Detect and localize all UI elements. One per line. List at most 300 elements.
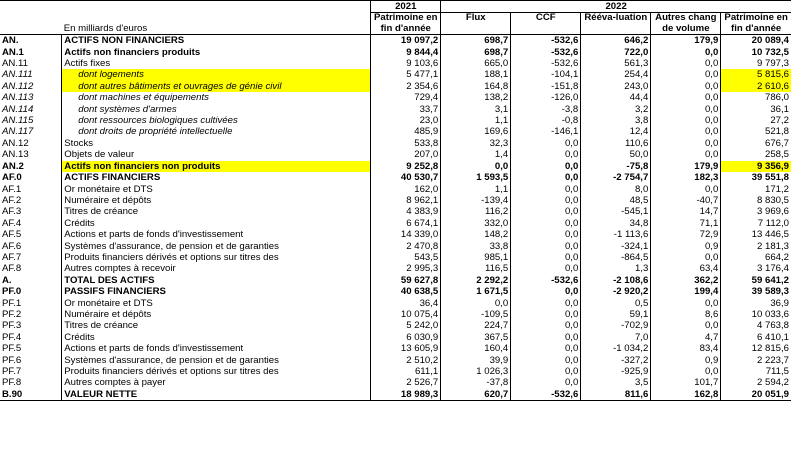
- cell-ccf: 0,0: [511, 263, 581, 274]
- cell-patrimoine-2021: 2 354,6: [371, 81, 441, 92]
- cell-patrimoine-2021: 23,0: [371, 115, 441, 126]
- cell-autres-changements: 83,4: [651, 343, 721, 354]
- table-row: [0, 309, 791, 320]
- cell-autres-changements: 0,0: [651, 149, 721, 160]
- cell-flux: 1,1: [441, 184, 511, 195]
- cell-flux: 1,1: [441, 115, 511, 126]
- table-body: [0, 35, 791, 401]
- col-header-flux: Flux: [441, 13, 511, 35]
- cell-autres-changements: 0,0: [651, 184, 721, 195]
- cell-autres-changements: 0,0: [651, 298, 721, 309]
- cell-reevaluation: -324,1: [581, 241, 651, 252]
- cell-patrimoine-2021: 13 605,9: [371, 343, 441, 354]
- row-code: AF.2: [2, 194, 22, 206]
- cell-patrimoine-2022: 3 176,4: [721, 263, 791, 274]
- row-label: Crédits: [62, 218, 371, 229]
- table-row: [0, 138, 791, 149]
- cell-patrimoine-2022: 36,1: [721, 104, 791, 115]
- cell-autres-changements: 179,9: [651, 161, 721, 172]
- cell-autres-changements: 199,4: [651, 286, 721, 297]
- cell-patrimoine-2021: 485,9: [371, 126, 441, 137]
- cell-ccf: 0,0: [511, 343, 581, 354]
- row-code: PF.2: [2, 308, 22, 320]
- cell-flux: 39,9: [441, 355, 511, 366]
- cell-patrimoine-2022: 9 356,9: [721, 161, 791, 172]
- cell-patrimoine-2021: 162,0: [371, 184, 441, 195]
- cell-reevaluation: 3,5: [581, 377, 651, 388]
- table-row: [0, 377, 791, 388]
- cell-reevaluation: 646,2: [581, 35, 651, 47]
- cell-patrimoine-2022: 36,9: [721, 298, 791, 309]
- row-code: AN.: [2, 35, 19, 47]
- cell-patrimoine-2022: 20 051,9: [721, 389, 791, 401]
- row-label: VALEUR NETTE: [62, 389, 371, 401]
- cell-flux: 116,5: [441, 263, 511, 274]
- table-row: [0, 58, 791, 69]
- cell-reevaluation: -75,8: [581, 161, 651, 172]
- cell-reevaluation: -925,9: [581, 366, 651, 377]
- row-label: Actifs non financiers non produits: [62, 161, 371, 172]
- cell-ccf: 0,0: [511, 218, 581, 229]
- row-label: ACTIFS FINANCIERS: [62, 172, 371, 183]
- row-code: AF.1: [2, 183, 22, 195]
- cell-reevaluation: -545,1: [581, 206, 651, 217]
- row-code: AF.7: [2, 251, 22, 263]
- cell-patrimoine-2021: 5 242,0: [371, 320, 441, 331]
- cell-reevaluation: -1 034,2: [581, 343, 651, 354]
- cell-ccf: -532,6: [511, 47, 581, 58]
- cell-autres-changements: 0,0: [651, 92, 721, 103]
- cell-ccf: 0,0: [511, 298, 581, 309]
- table-row: [0, 218, 791, 229]
- cell-autres-changements: 71,1: [651, 218, 721, 229]
- table-row: [0, 263, 791, 274]
- cell-ccf: -126,0: [511, 92, 581, 103]
- table-row: [0, 92, 791, 103]
- row-code: PF.6: [2, 354, 22, 366]
- row-code: AN.2: [2, 160, 24, 172]
- cell-reevaluation: 243,0: [581, 81, 651, 92]
- cell-patrimoine-2022: 8 830,5: [721, 195, 791, 206]
- cell-autres-changements: 0,0: [651, 81, 721, 92]
- row-label: Autres comptes à recevoir: [62, 263, 371, 274]
- table-row: [0, 172, 791, 183]
- cell-autres-changements: 0,9: [651, 241, 721, 252]
- cell-flux: 367,5: [441, 332, 511, 343]
- row-label: dont systèmes d'armes: [62, 104, 371, 115]
- cell-flux: 148,2: [441, 229, 511, 240]
- row-label: Crédits: [62, 332, 371, 343]
- cell-patrimoine-2021: 533,8: [371, 138, 441, 149]
- cell-patrimoine-2022: 171,2: [721, 184, 791, 195]
- cell-ccf: 0,0: [511, 366, 581, 377]
- row-label: Stocks: [62, 138, 371, 149]
- col-header-ccf: CCF: [511, 13, 581, 35]
- row-code: AF.6: [2, 240, 22, 252]
- cell-flux: 332,0: [441, 218, 511, 229]
- table-row: [0, 229, 791, 240]
- row-code: AN.11: [2, 58, 28, 70]
- unit-label: En milliards d'euros: [62, 13, 371, 35]
- table-row: [0, 298, 791, 309]
- cell-patrimoine-2021: 2 510,2: [371, 355, 441, 366]
- year-2021-header: 2021: [371, 1, 441, 13]
- row-label: Autres comptes à payer: [62, 377, 371, 388]
- cell-ccf: 0,0: [511, 172, 581, 183]
- cell-autres-changements: 0,0: [651, 366, 721, 377]
- table-row: [0, 366, 791, 377]
- cell-reevaluation: 44,4: [581, 92, 651, 103]
- row-code: PF.8: [2, 377, 22, 389]
- cell-ccf: -3,8: [511, 104, 581, 115]
- row-code: AN.117: [2, 126, 34, 138]
- cell-patrimoine-2021: 40 638,5: [371, 286, 441, 297]
- row-label: Produits financiers dérivés et options sur titres des: [62, 252, 371, 263]
- table-row: [0, 355, 791, 366]
- cell-patrimoine-2021: 207,0: [371, 149, 441, 160]
- row-label: dont autres bâtiments et ouvrages de génie civil: [62, 81, 371, 92]
- cell-patrimoine-2021: 6 030,9: [371, 332, 441, 343]
- cell-patrimoine-2021: 729,4: [371, 92, 441, 103]
- cell-flux: 169,6: [441, 126, 511, 137]
- row-code: PF.3: [2, 320, 22, 332]
- cell-patrimoine-2022: 786,0: [721, 92, 791, 103]
- row-code: A.: [2, 274, 12, 286]
- table-row: [0, 286, 791, 297]
- cell-reevaluation: -1 113,6: [581, 229, 651, 240]
- row-code: AF.0: [2, 172, 22, 184]
- cell-ccf: -532,6: [511, 389, 581, 401]
- cell-patrimoine-2021: 8 962,1: [371, 195, 441, 206]
- cell-patrimoine-2022: 2 610,6: [721, 81, 791, 92]
- cell-reevaluation: 110,6: [581, 138, 651, 149]
- cell-flux: 665,0: [441, 58, 511, 69]
- cell-patrimoine-2022: 27,2: [721, 115, 791, 126]
- row-code: AN.115: [2, 115, 34, 127]
- cell-flux: 138,2: [441, 92, 511, 103]
- col-header-patrimoine-fin: Patrimoine en fin d'année: [721, 13, 791, 35]
- cell-patrimoine-2021: 9 103,6: [371, 58, 441, 69]
- cell-patrimoine-2022: 3 969,6: [721, 206, 791, 217]
- row-label: Numéraire et dépôts: [62, 309, 371, 320]
- table-row: [0, 206, 791, 217]
- row-label: Or monétaire et DTS: [62, 184, 371, 195]
- cell-reevaluation: 8,0: [581, 184, 651, 195]
- row-label: Actifs fixes: [62, 58, 371, 69]
- cell-patrimoine-2021: 543,5: [371, 252, 441, 263]
- cell-reevaluation: -327,2: [581, 355, 651, 366]
- cell-ccf: -104,1: [511, 69, 581, 80]
- row-code: AN.113: [2, 92, 34, 104]
- cell-ccf: 0,0: [511, 184, 581, 195]
- cell-patrimoine-2022: 4 763,8: [721, 320, 791, 331]
- cell-patrimoine-2021: 9 844,4: [371, 47, 441, 58]
- cell-flux: 160,4: [441, 343, 511, 354]
- cell-patrimoine-2022: 711,5: [721, 366, 791, 377]
- cell-ccf: 0,0: [511, 252, 581, 263]
- cell-patrimoine-2022: 664,2: [721, 252, 791, 263]
- cell-patrimoine-2021: 10 075,4: [371, 309, 441, 320]
- cell-ccf: 0,0: [511, 355, 581, 366]
- cell-flux: 188,1: [441, 69, 511, 80]
- cell-reevaluation: -2 754,7: [581, 172, 651, 183]
- row-label: ACTIFS NON FINANCIERS: [62, 35, 371, 47]
- table-row: [0, 389, 791, 401]
- cell-ccf: -532,6: [511, 58, 581, 69]
- cell-patrimoine-2022: 258,5: [721, 149, 791, 160]
- cell-flux: 33,8: [441, 241, 511, 252]
- cell-flux: 164,8: [441, 81, 511, 92]
- row-label: PASSIFS FINANCIERS: [62, 286, 371, 297]
- cell-reevaluation: 3,8: [581, 115, 651, 126]
- cell-flux: 32,3: [441, 138, 511, 149]
- row-label: Actifs non financiers produits: [62, 47, 371, 58]
- cell-reevaluation: 34,8: [581, 218, 651, 229]
- table-row: [0, 332, 791, 343]
- cell-autres-changements: 8,6: [651, 309, 721, 320]
- row-label: dont ressources biologiques cultivées: [62, 115, 371, 126]
- table-row: [0, 115, 791, 126]
- cell-reevaluation: 0,5: [581, 298, 651, 309]
- cell-patrimoine-2021: 5 477,1: [371, 69, 441, 80]
- col-header-autres-changements: Autres chang de volume: [651, 13, 721, 35]
- year-2022-header: 2022: [441, 1, 791, 13]
- cell-patrimoine-2022: 5 815,6: [721, 69, 791, 80]
- row-code: B.90: [0, 389, 62, 401]
- cell-autres-changements: 362,2: [651, 275, 721, 286]
- cell-flux: 1 026,3: [441, 366, 511, 377]
- cell-patrimoine-2021: 611,1: [371, 366, 441, 377]
- cell-flux: 1,4: [441, 149, 511, 160]
- cell-reevaluation: -2 920,2: [581, 286, 651, 297]
- cell-patrimoine-2021: 18 989,3: [371, 389, 441, 401]
- cell-autres-changements: 14,7: [651, 206, 721, 217]
- cell-flux: -139,4: [441, 195, 511, 206]
- cell-autres-changements: 0,0: [651, 104, 721, 115]
- cell-patrimoine-2022: 9 797,3: [721, 58, 791, 69]
- row-code: AF.4: [2, 217, 22, 229]
- table-row: [0, 104, 791, 115]
- cell-patrimoine-2022: 6 410,1: [721, 332, 791, 343]
- cell-patrimoine-2022: 7 112,0: [721, 218, 791, 229]
- cell-ccf: 0,0: [511, 161, 581, 172]
- row-code: AN.12: [2, 137, 29, 149]
- row-code: AF.8: [2, 263, 22, 275]
- row-code: AN.111: [2, 69, 33, 81]
- table-row: [0, 195, 791, 206]
- row-code: AN.1: [2, 46, 24, 58]
- row-label: dont droits de propriété intellectuelle: [62, 126, 371, 137]
- cell-ccf: -532,6: [511, 35, 581, 47]
- row-code: PF.4: [2, 331, 22, 343]
- row-label: dont machines et équipements: [62, 92, 371, 103]
- table-row: [0, 126, 791, 137]
- row-label: Objets de valeur: [62, 149, 371, 160]
- cell-patrimoine-2022: 39 551,8: [721, 172, 791, 183]
- cell-flux: 3,1: [441, 104, 511, 115]
- cell-patrimoine-2021: 6 674,1: [371, 218, 441, 229]
- cell-ccf: -0,8: [511, 115, 581, 126]
- cell-ccf: 0,0: [511, 320, 581, 331]
- cell-reevaluation: 561,3: [581, 58, 651, 69]
- cell-autres-changements: 0,0: [651, 252, 721, 263]
- row-label: Produits financiers dérivés et options sur titres des: [62, 366, 371, 377]
- cell-flux: 1 671,5: [441, 286, 511, 297]
- row-label: Titres de créance: [62, 206, 371, 217]
- row-label: Systèmes d'assurance, de pension et de garanties: [62, 355, 371, 366]
- cell-autres-changements: 0,0: [651, 47, 721, 58]
- cell-reevaluation: 1,3: [581, 263, 651, 274]
- row-label: Or monétaire et DTS: [62, 298, 371, 309]
- cell-flux: 985,1: [441, 252, 511, 263]
- cell-reevaluation: 7,0: [581, 332, 651, 343]
- cell-patrimoine-2021: 2 526,7: [371, 377, 441, 388]
- cell-autres-changements: 63,4: [651, 263, 721, 274]
- cell-reevaluation: 3,2: [581, 104, 651, 115]
- row-code: PF.1: [2, 297, 22, 309]
- cell-patrimoine-2022: 10 033,6: [721, 309, 791, 320]
- row-label: dont logements: [62, 69, 371, 80]
- cell-ccf: 0,0: [511, 332, 581, 343]
- cell-reevaluation: 50,0: [581, 149, 651, 160]
- table-row: [0, 149, 791, 160]
- cell-autres-changements: 0,0: [651, 115, 721, 126]
- cell-flux: 0,0: [441, 298, 511, 309]
- row-label: Actions et parts de fonds d'investissement: [62, 229, 371, 240]
- row-code: AN.112: [2, 80, 34, 92]
- cell-flux: 2 292,2: [441, 275, 511, 286]
- cell-autres-changements: 4,7: [651, 332, 721, 343]
- table-row: [0, 35, 791, 47]
- cell-patrimoine-2022: 13 446,5: [721, 229, 791, 240]
- cell-patrimoine-2021: 14 339,0: [371, 229, 441, 240]
- cell-flux: 224,7: [441, 320, 511, 331]
- cell-autres-changements: -40,7: [651, 195, 721, 206]
- table-row: [0, 81, 791, 92]
- cell-ccf: 0,0: [511, 206, 581, 217]
- cell-patrimoine-2021: 2 995,3: [371, 263, 441, 274]
- cell-patrimoine-2022: 20 089,4: [721, 35, 791, 47]
- row-code: PF.5: [2, 343, 22, 355]
- cell-ccf: 0,0: [511, 149, 581, 160]
- cell-patrimoine-2021: 36,4: [371, 298, 441, 309]
- cell-ccf: 0,0: [511, 377, 581, 388]
- cell-autres-changements: 0,0: [651, 138, 721, 149]
- table-row: [0, 343, 791, 354]
- table-row: [0, 184, 791, 195]
- cell-reevaluation: 12,4: [581, 126, 651, 137]
- cell-ccf: 0,0: [511, 138, 581, 149]
- cell-flux: 698,7: [441, 47, 511, 58]
- cell-patrimoine-2021: 4 383,9: [371, 206, 441, 217]
- cell-flux: -37,8: [441, 377, 511, 388]
- col-header-reevaluation: Rééva-luation: [581, 13, 651, 35]
- cell-ccf: 0,0: [511, 309, 581, 320]
- cell-ccf: 0,0: [511, 286, 581, 297]
- cell-ccf: 0,0: [511, 229, 581, 240]
- cell-flux: 620,7: [441, 389, 511, 401]
- cell-autres-changements: 0,9: [651, 355, 721, 366]
- row-label: TOTAL DES ACTIFS: [62, 275, 371, 286]
- cell-ccf: 0,0: [511, 195, 581, 206]
- row-code: AF.5: [2, 229, 22, 241]
- table-row: [0, 47, 791, 58]
- cell-autres-changements: 72,9: [651, 229, 721, 240]
- header-year-row: [0, 1, 791, 13]
- row-label: Titres de créance: [62, 320, 371, 331]
- cell-autres-changements: 0,0: [651, 58, 721, 69]
- header-columns-row: [0, 13, 791, 35]
- cell-patrimoine-2022: 2 594,2: [721, 377, 791, 388]
- cell-autres-changements: 179,9: [651, 35, 721, 47]
- row-code: AN.114: [2, 103, 34, 115]
- cell-patrimoine-2022: 2 181,3: [721, 241, 791, 252]
- cell-flux: 698,7: [441, 35, 511, 47]
- cell-autres-changements: 182,3: [651, 172, 721, 183]
- cell-ccf: -151,8: [511, 81, 581, 92]
- table-row: [0, 275, 791, 286]
- cell-reevaluation: 48,5: [581, 195, 651, 206]
- cell-reevaluation: 811,6: [581, 389, 651, 401]
- cell-reevaluation: 722,0: [581, 47, 651, 58]
- cell-ccf: 0,0: [511, 241, 581, 252]
- cell-autres-changements: 0,0: [651, 320, 721, 331]
- cell-patrimoine-2022: 676,7: [721, 138, 791, 149]
- cell-patrimoine-2022: 2 223,7: [721, 355, 791, 366]
- cell-patrimoine-2021: 59 627,8: [371, 275, 441, 286]
- cell-reevaluation: -864,5: [581, 252, 651, 263]
- table-row: [0, 161, 791, 172]
- cell-ccf: -532,6: [511, 275, 581, 286]
- cell-patrimoine-2021: 19 097,2: [371, 35, 441, 47]
- cell-reevaluation: 59,1: [581, 309, 651, 320]
- table-row: [0, 320, 791, 331]
- cell-autres-changements: 162,8: [651, 389, 721, 401]
- cell-patrimoine-2022: 12 815,6: [721, 343, 791, 354]
- cell-patrimoine-2022: 10 732,5: [721, 47, 791, 58]
- cell-reevaluation: -702,9: [581, 320, 651, 331]
- row-code: PF.7: [2, 366, 22, 377]
- cell-autres-changements: 0,0: [651, 69, 721, 80]
- cell-patrimoine-2021: 40 530,7: [371, 172, 441, 183]
- row-label: Actions et parts de fonds d'investissement: [62, 343, 371, 354]
- cell-reevaluation: 254,4: [581, 69, 651, 80]
- table-row: [0, 252, 791, 263]
- cell-patrimoine-2021: 2 470,8: [371, 241, 441, 252]
- cell-flux: 1 593,5: [441, 172, 511, 183]
- row-label: Systèmes d'assurance, de pension et de garanties: [62, 241, 371, 252]
- row-label: Numéraire et dépôts: [62, 195, 371, 206]
- cell-patrimoine-2022: 521,8: [721, 126, 791, 137]
- table-row: [0, 69, 791, 80]
- cell-patrimoine-2022: 59 641,2: [721, 275, 791, 286]
- col-header-patrimoine-debut: Patrimoine en fin d'année: [371, 13, 441, 35]
- cell-flux: 0,0: [441, 161, 511, 172]
- row-code: AN.13: [2, 149, 29, 161]
- table-row: [0, 241, 791, 252]
- cell-flux: -109,5: [441, 309, 511, 320]
- cell-patrimoine-2022: 39 589,3: [721, 286, 791, 297]
- cell-autres-changements: 101,7: [651, 377, 721, 388]
- row-code: AF.3: [2, 206, 22, 218]
- cell-patrimoine-2021: 9 252,8: [371, 161, 441, 172]
- row-code: PF.0: [2, 286, 22, 298]
- cell-patrimoine-2021: 33,7: [371, 104, 441, 115]
- cell-reevaluation: -2 108,6: [581, 275, 651, 286]
- cell-flux: 116,2: [441, 206, 511, 217]
- cell-autres-changements: 0,0: [651, 126, 721, 137]
- cell-ccf: -146,1: [511, 126, 581, 137]
